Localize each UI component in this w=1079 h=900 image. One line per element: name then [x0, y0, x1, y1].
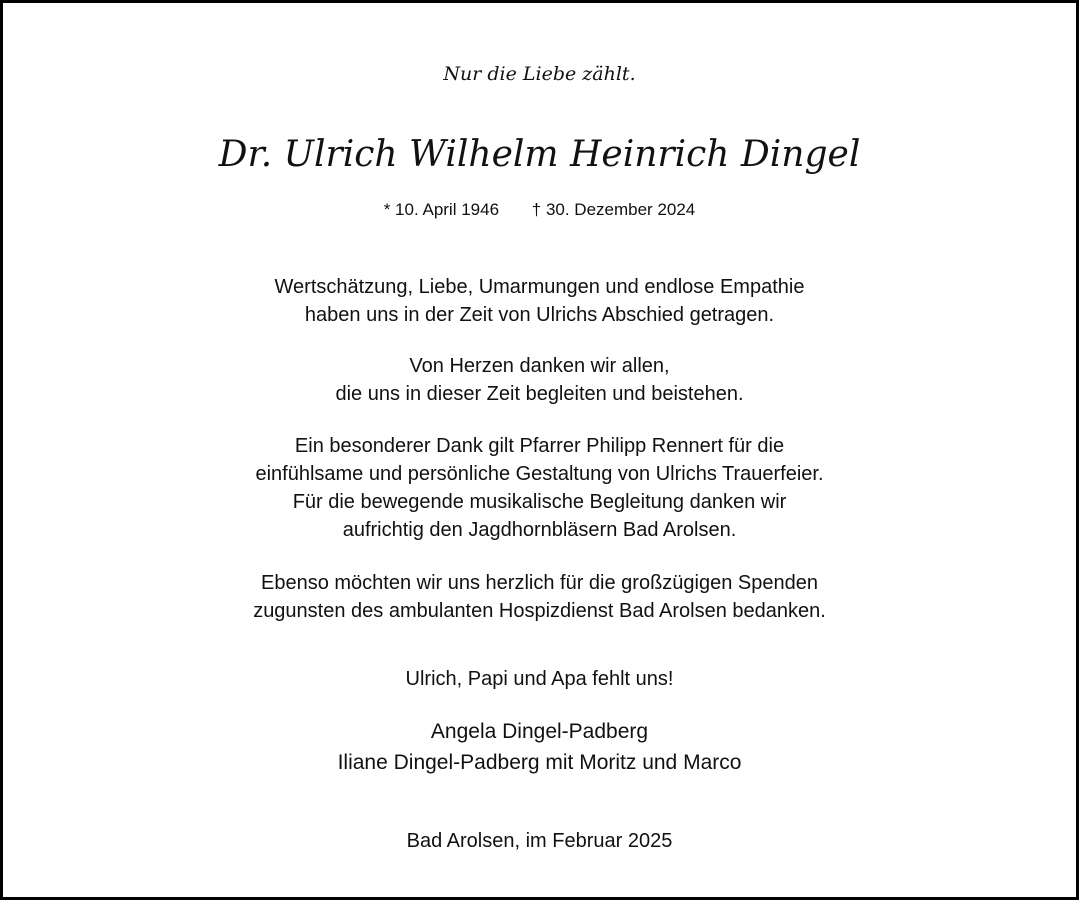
- text-line: einfühlsame und persönliche Gestaltung von Ulrichs Trauerfeier.: [255, 463, 824, 485]
- text-line: Ulrich, Papi und Apa fehlt uns!: [405, 668, 674, 690]
- signatories: [3, 716, 1076, 778]
- text-line: Ein besonderer Dank gilt Pfarrer Philipp Rennert für die: [294, 435, 785, 457]
- text-line: Für die bewegende musikalische Begleitung danken wir: [292, 491, 787, 513]
- text-line: Wertschätzung, Liebe, Umarmungen und endlose Empathie: [274, 276, 805, 298]
- text-line: Ebenso möchten wir uns herzlich für die großzügigen Spenden: [261, 572, 818, 594]
- place-and-date: Bad Arolsen, im Februar 2025: [406, 830, 673, 852]
- text-line: die uns in dieser Zeit begleiten und beistehen.: [335, 383, 744, 405]
- text-line: zugunsten des ambulanten Hospizdienst Bad Arolsen bedanken.: [253, 600, 826, 622]
- signatory: Angela Dingel-Padberg: [430, 720, 649, 743]
- death-date: † 30. Dezember 2024: [531, 200, 696, 219]
- closing-line: [3, 665, 1076, 693]
- thanks-paragraph-2: [3, 352, 1076, 408]
- text-line: Von Herzen danken wir allen,: [409, 355, 670, 377]
- signatory: Iliane Dingel-Padberg mit Moritz und Marco: [337, 751, 742, 774]
- birth-date: * 10. April 1946: [383, 200, 500, 219]
- life-dates: [3, 198, 1076, 222]
- thanks-paragraph-4: [3, 569, 1076, 625]
- text-line: aufrichtig den Jagdhornbläsern Bad Arolsen.: [342, 519, 737, 541]
- thanks-paragraph-3: [3, 432, 1076, 544]
- thanks-paragraph-1: [3, 273, 1076, 329]
- text-line: haben uns in der Zeit von Ulrichs Abschied getragen.: [304, 304, 775, 326]
- deceased-name: Dr. Ulrich Wilhelm Heinrich Dingel: [218, 134, 861, 175]
- motto: Nur die Liebe zählt.: [443, 63, 636, 85]
